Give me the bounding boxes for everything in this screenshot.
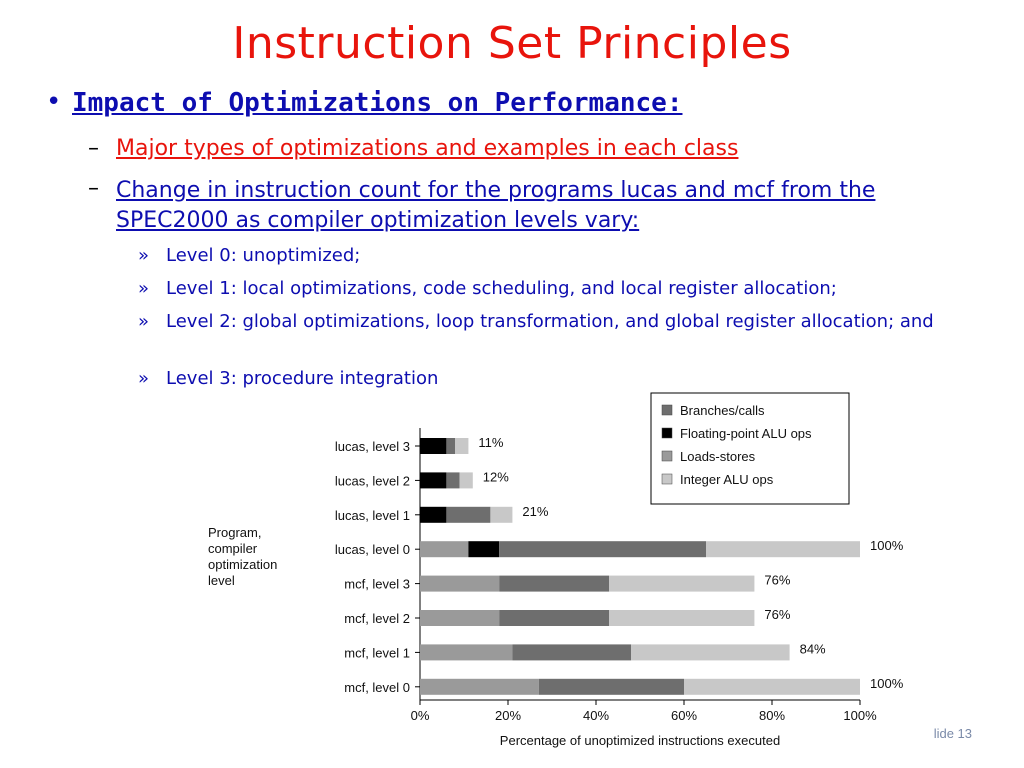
level-text: Level 1: local optimizations, code scheduling, and local register allocation; (166, 278, 837, 299)
legend-label: Loads-stores (680, 449, 756, 464)
x-tick-label: 20% (494, 708, 522, 723)
x-tick-label: 80% (758, 708, 786, 723)
level-mark: » (138, 245, 150, 266)
y-axis-title-line: level (208, 573, 235, 588)
bar-segment (420, 576, 499, 592)
bar-segment (499, 541, 706, 557)
bar-segment (631, 644, 789, 660)
bar-segment (499, 610, 609, 626)
total-label: 100% (870, 675, 904, 691)
slide-number: lide 13 (933, 726, 972, 741)
bar-segment (446, 472, 459, 488)
category-label: mcf, level 0 (344, 679, 410, 695)
level-text: Level 2: global optimizations, loop transformation, and global register allocation; and (166, 311, 934, 332)
total-label: 12% (482, 469, 509, 485)
total-label: 76% (764, 572, 791, 588)
total-label: 11% (478, 435, 504, 450)
legend-swatch (662, 451, 672, 461)
bar-segment (420, 679, 539, 695)
total-label: 84% (799, 641, 826, 657)
bullet-mark: • (46, 87, 62, 117)
category-label: mcf, level 3 (344, 576, 410, 592)
legend-label: Integer ALU ops (680, 472, 774, 487)
bar-segment (512, 644, 631, 660)
x-tick-label: 100% (843, 708, 877, 723)
dash-mark: – (88, 136, 99, 161)
bar-segment (684, 679, 860, 695)
bar-segment (499, 576, 609, 592)
bar-segment (420, 610, 499, 626)
bar-segment (446, 507, 490, 523)
bar-segment (490, 507, 512, 523)
total-label: 21% (522, 503, 549, 519)
y-axis-title-line: Program, (208, 525, 262, 540)
category-label: lucas, level 3 (334, 439, 410, 454)
bar-segment (420, 472, 446, 488)
x-tick-label: 60% (670, 708, 698, 723)
bar-segment (468, 541, 499, 557)
legend-label: Floating-point ALU ops (680, 426, 812, 441)
category-label: lucas, level 0 (334, 542, 410, 558)
sub-item-text[interactable]: Change in instruction count for the programs lucas and mcf from the SPEC2000 as compiler optimization levels vary: (116, 178, 876, 233)
total-label: 76% (764, 607, 791, 622)
bar-segment (706, 541, 860, 557)
level-text: Level 0: unoptimized; (166, 245, 361, 266)
y-axis-title-line: optimization (208, 557, 278, 572)
total-label: 100% (870, 538, 904, 554)
slide-title: Instruction Set Principles (232, 18, 792, 69)
category-label: mcf, level 1 (344, 645, 410, 661)
bar-segment (609, 610, 754, 626)
bar-segment (420, 507, 446, 523)
bar-segment (420, 541, 468, 557)
x-tick-label: 0% (410, 708, 430, 723)
bar-segment (420, 438, 446, 454)
legend-swatch (662, 405, 672, 415)
legend-swatch (662, 474, 672, 484)
bar-segment (460, 472, 473, 488)
sub-item-text[interactable]: Major types of optimizations and examples in each class (116, 136, 739, 161)
bar-segment (420, 644, 512, 660)
level-mark: » (138, 278, 150, 299)
x-axis-title: Percentage of unoptimized instructions executed (499, 733, 781, 748)
bar-segment (609, 576, 754, 592)
category-label: mcf, level 2 (344, 611, 410, 626)
x-tick-label: 40% (582, 708, 610, 723)
legend-label: Branches/calls (680, 403, 765, 418)
level-text: Level 3: procedure integration (166, 368, 439, 389)
legend-swatch (662, 428, 672, 438)
bar-segment (455, 438, 468, 454)
dash-mark: – (88, 176, 99, 201)
bar-segment (446, 438, 455, 454)
category-label: lucas, level 1 (334, 507, 410, 523)
category-label: lucas, level 2 (334, 473, 410, 489)
main-bullet-text[interactable]: Impact of Optimizations on Performance: (72, 88, 683, 118)
y-axis-title-line: compiler (208, 541, 258, 556)
level-mark: » (138, 368, 150, 389)
level-mark: » (138, 311, 150, 332)
bar-segment (539, 679, 684, 695)
